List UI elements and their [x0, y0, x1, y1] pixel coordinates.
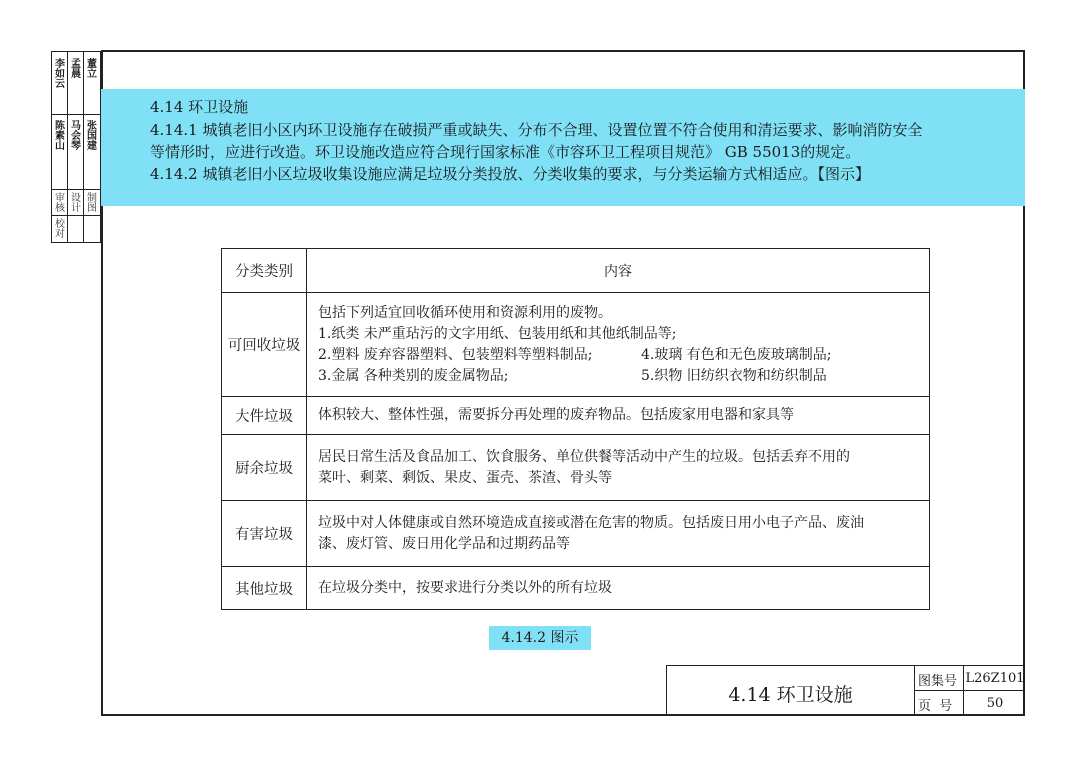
table-row	[222, 567, 930, 610]
content-line: 包括下列适宜回收循环使用和资源利用的废物。	[318, 304, 612, 321]
waste-classification-table	[221, 248, 930, 610]
content-line-right: 4.玻璃 有色和无色废玻璃制品;	[641, 346, 832, 363]
clause-4-14-1-cont: 等情形时，应进行改造。环卫设施改造应符合现行国家标准《市容环卫工程项目规范》 GB 55013的规定。	[150, 143, 861, 161]
atlas-number-label: 图集号	[918, 674, 958, 689]
row-content	[307, 501, 930, 567]
role-label: 设计	[71, 193, 81, 214]
content-line: 漆、废灯管、废日用化学品和过期药品等	[318, 535, 570, 552]
cell-divider	[915, 690, 1025, 691]
table-row	[222, 435, 930, 501]
section-heading: 4.14 环卫设施	[150, 98, 249, 116]
signature-designer-2: 马会琴	[71, 121, 81, 152]
row-content	[307, 293, 930, 397]
cell-divider	[963, 666, 964, 716]
row-content	[307, 435, 930, 501]
table-header-row	[222, 249, 930, 293]
clause-4-14-2: 4.14.2 城镇老旧小区垃圾收集设施应满足垃圾分类投放、分类收集的要求，与分类运输方式相适应。【图示】	[150, 165, 870, 183]
signature-drafter-2: 张国建	[87, 121, 97, 152]
content-line: 1.纸类 未严重玷污的文字用纸、包装用纸和其他纸制品等;	[318, 325, 677, 342]
content-line-pair	[318, 345, 929, 366]
figure-caption: 4.14.2 图示	[489, 626, 591, 650]
table-row	[222, 501, 930, 567]
header-text-band	[101, 89, 1025, 206]
row-content	[307, 567, 930, 610]
page-number-value: 50	[986, 696, 1004, 711]
header-category: 分类类别	[222, 249, 307, 293]
content-line-right: 5.织物 旧纺织衣物和纺织制品	[641, 367, 827, 384]
row-content	[307, 397, 930, 435]
content-line: 在垃圾分类中，按要求进行分类以外的所有垃圾	[318, 579, 612, 596]
content-line: 2.塑料 废弃容器塑料、包装塑料等塑料制品;	[318, 346, 593, 363]
page-number-label: 页 号	[918, 699, 953, 714]
signature-designer: 孟晨	[71, 59, 81, 80]
title-block-cells	[914, 665, 1025, 716]
signature-strip	[51, 51, 101, 243]
content-line: 居民日常生活及食品加工、饮食服务、单位供餐等活动中产生的垃圾。包括丢弃不用的	[318, 448, 850, 465]
signature-reviewer: 李如云	[55, 59, 65, 90]
table-row	[222, 397, 930, 435]
role-label: 审核	[55, 193, 65, 214]
atlas-number-value: L26Z101	[965, 671, 1025, 686]
row-category: 其他垃圾	[222, 567, 307, 610]
content-line: 菜叶、剩菜、剩饭、果皮、蛋壳、茶渣、骨头等	[318, 469, 612, 486]
signature-reviewer-2: 陈素山	[55, 121, 65, 152]
signature-drafter: 董立	[87, 59, 97, 80]
content-line-pair	[318, 366, 929, 387]
clause-4-14-1: 4.14.1 城镇老旧小区内环卫设施存在破损严重或缺失、分布不合理、设置位置不符合使用和清运要求、影响消防安全	[150, 121, 923, 139]
signature-row-divider	[52, 114, 100, 115]
signature-row-divider	[52, 215, 100, 216]
row-category: 厨余垃圾	[222, 435, 307, 501]
row-category: 可回收垃圾	[222, 293, 307, 397]
row-category: 有害垃圾	[222, 501, 307, 567]
row-category: 大件垃圾	[222, 397, 307, 435]
signature-row-divider	[52, 189, 100, 190]
role-label: 制图	[87, 193, 97, 214]
content-line: 体积较大、整体性强，需要拆分再处理的废弃物品。包括废家用电器和家具等	[318, 407, 794, 423]
table-row	[222, 293, 930, 397]
header-content: 内容	[307, 249, 930, 293]
drawing-title: 4.14 环卫设施	[728, 684, 853, 706]
role-label: 校对	[55, 219, 65, 240]
content-line: 3.金属 各种类别的废金属物品;	[318, 367, 509, 384]
content-line: 垃圾中对人体健康或自然环境造成直接或潜在危害的物质。包括废日用小电子产品、废油	[318, 514, 864, 531]
